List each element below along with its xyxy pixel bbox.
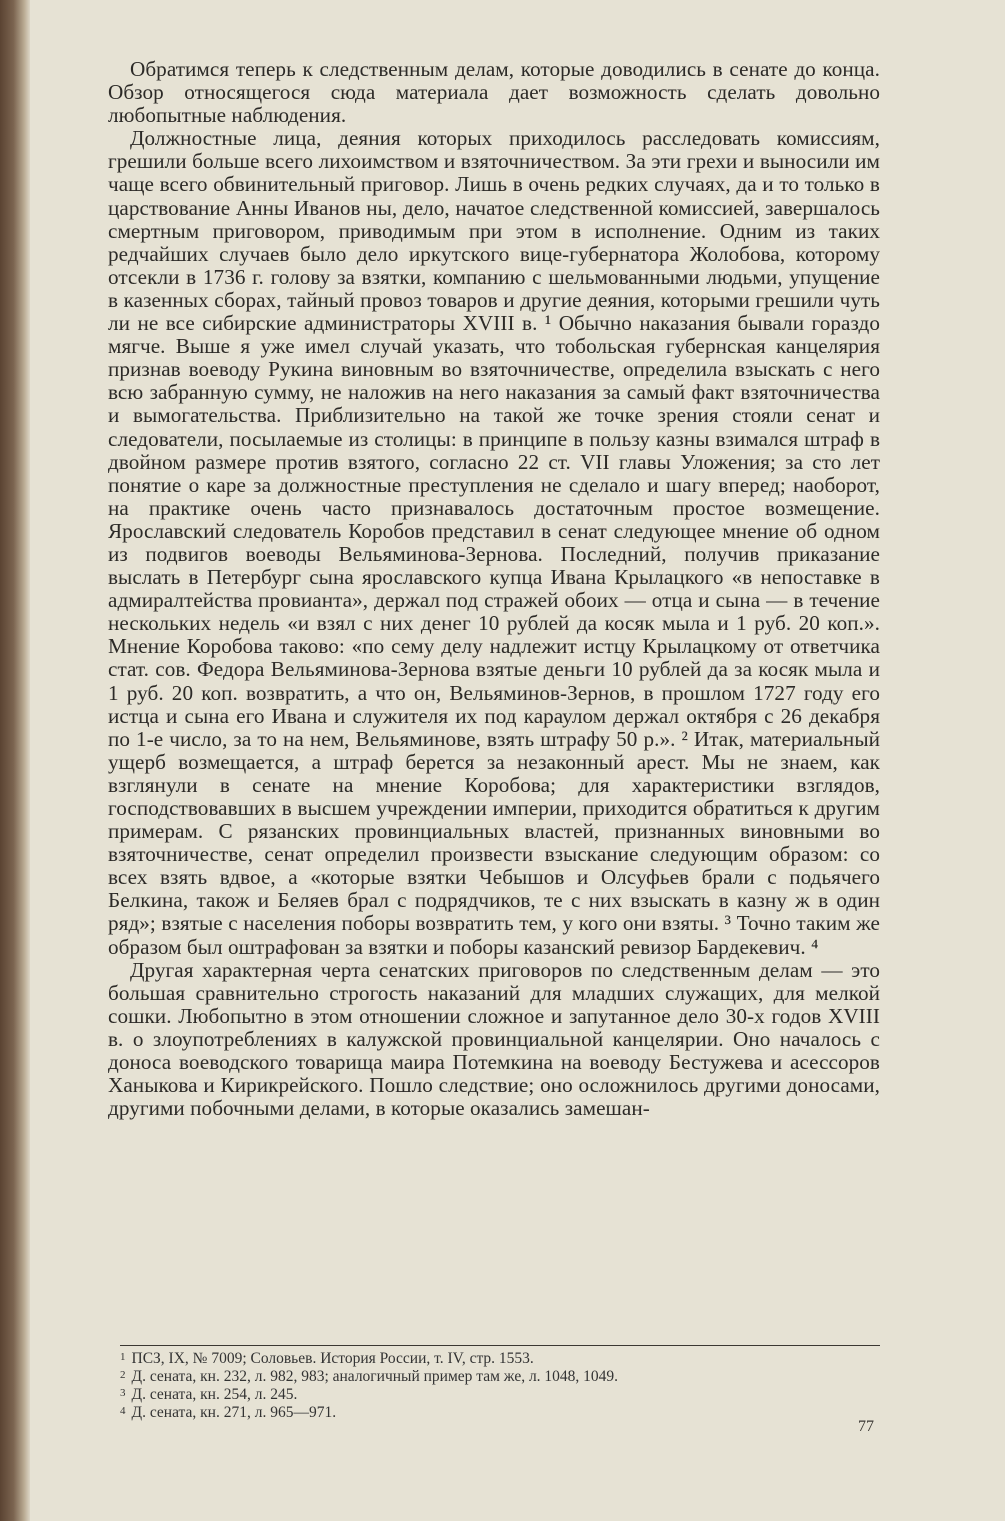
footnote-4 <box>108 1403 880 1421</box>
book-spine-shadow <box>0 0 30 1521</box>
page-body <box>108 58 880 1120</box>
page-number: 77 <box>858 1418 874 1435</box>
footnote-2 <box>108 1367 880 1385</box>
footnote-number: 1 <box>120 1351 126 1363</box>
footnote-3 <box>108 1385 880 1403</box>
footnote-text: Д. сената, кн. 232, л. 982, 983; аналогичный пример там же, л. 1048, 1049. <box>131 1368 619 1385</box>
footnote-1 <box>108 1349 880 1367</box>
footnote-text: Д. сената, кн. 271, л. 965—971. <box>131 1404 337 1421</box>
footnote-number: 3 <box>120 1387 126 1399</box>
footnote-number: 2 <box>120 1369 126 1381</box>
paragraph-3: Другая характерная черта сенатских приговоров по следственным делам — это большая сравнительно строгость наказаний для младших служащих, для мелкой сошки. Любопытно в этом отношении сложное и запутанное дело 30-х годов XVIII в. о злоупотреблениях в калужской провинциальной канцелярии. Оно началось с доноса воеводского товарища маира Потемкина на воеводу Бестужева и асессоров Ханыкова и Кирикрейского. Пошло следствие; оно осложнилось другими доносами, другими побочными делами, в которые оказались замешан- <box>108 957 880 1121</box>
footnote-text: Д. сената, кн. 254, л. 245. <box>131 1386 298 1403</box>
paragraph-2: Должностные лица, деяния которых приходилось расследовать комиссиям, грешили больше всего лихоимством и взяточничеством. За эти грехи и выносили им чаще всего обвинительный приговор. Лишь в очень редких случаях, да и то только в царствование Анны Иванов ны, дело, начатое следственной комиссией, завершалось смертным приговором, приводимым при этом в исполнение. Одним из таких редчайших случаев было дело иркутского вице-губернатора Жолобова, которому отсекли в 1736 г. голову за взятки, компанию с шельмованными людьми, упущение в казенных сборах, тайный провоз товаров и другие деяния, которыми грешили чуть ли не все сибирские администраторы XVIII в. ¹ Обычно наказания бывали гораздо мягче. Выше я уже имел случай указать, что тобольская губернская канцелярия признав воеводу Рукина виновным во взяточничестве, определила взыскать с него всю забранную сумму, не наложив на него наказания за самый факт взяточничества и вымогательства. Приблизительно на такой же точке зрения стояли сенат и следователи, посылаемые из столицы: в принципе в пользу казны взимался штраф в двойном размере против взятого, согласно 22 ст. VII главы Уложения; за сто лет понятие о каре за должностные преступления не сделало и шагу вперед; наоборот, на практике очень часто признавалось достаточным простое возмещение. Ярославский следователь Коробов представил в сенат следующее мнение об одном из подвигов воеводы Вельяминова-Зернова. Последний, получив приказание выслать в Петербург сына ярославского купца Ивана Крылацкого «в непоставке в адмиралтейства провианта», держал под стражей обоих — отца и сына — в течение нескольких недель «и взял с них денег 10 рублей да косяк мыла и 1 руб. 20 коп.». Мнение Коробова таково: «по сему делу надлежит истцу Крылацкому от ответчика стат. сов. Федора Вельяминова-Зернова взятые деньги 10 рублей да за косяк мыла и 1 руб. 20 коп. возвратить, а что он, Вельяминов-Зернов, в прошлом 1727 году его истца и сына его Ивана и служителя их под караулом держал октября с 26 декабря по 1-е число, за то на нем, Вельяминове, взять штрафу 50 р.». ² Итак, материальный ущерб возмещается, а штраф берется за незаконный арест. Мы не знаем, как взглянули в сенате на мнение Коробова; для характеристики взглядов, господствовавших в высшем учреждении империи, приходится обратиться к другим примерам. С рязанских провинциальных властей, признанных виновными во взяточничестве, сенат определил произвести взыскание следующим образом: со всех взять вдвое, а «которые взятки Чебышов и Олсуфьев брали с подьячего Белкина, також и Беляев брал с подрядчиков, те с них взыскать в казну ж в один ряд»; взятые с населения поборы возвратить тем, у кого они взяты. ³ Точно таким же образом был оштрафован за взятки и поборы казанский ревизор Бардекевич. ⁴ <box>108 126 880 959</box>
footnote-number: 4 <box>120 1405 126 1417</box>
footnote-text: ПСЗ, IX, № 7009; Соловьев. История России, т. IV, стр. 1553. <box>131 1350 534 1367</box>
paragraph-1: Обратимся теперь к следственным делам, которые доводились в сенате до конца. Обзор относящегося сюда материала дает возможность сделать довольно любопытные наблюдения. <box>108 57 880 128</box>
footnotes <box>108 1345 880 1421</box>
